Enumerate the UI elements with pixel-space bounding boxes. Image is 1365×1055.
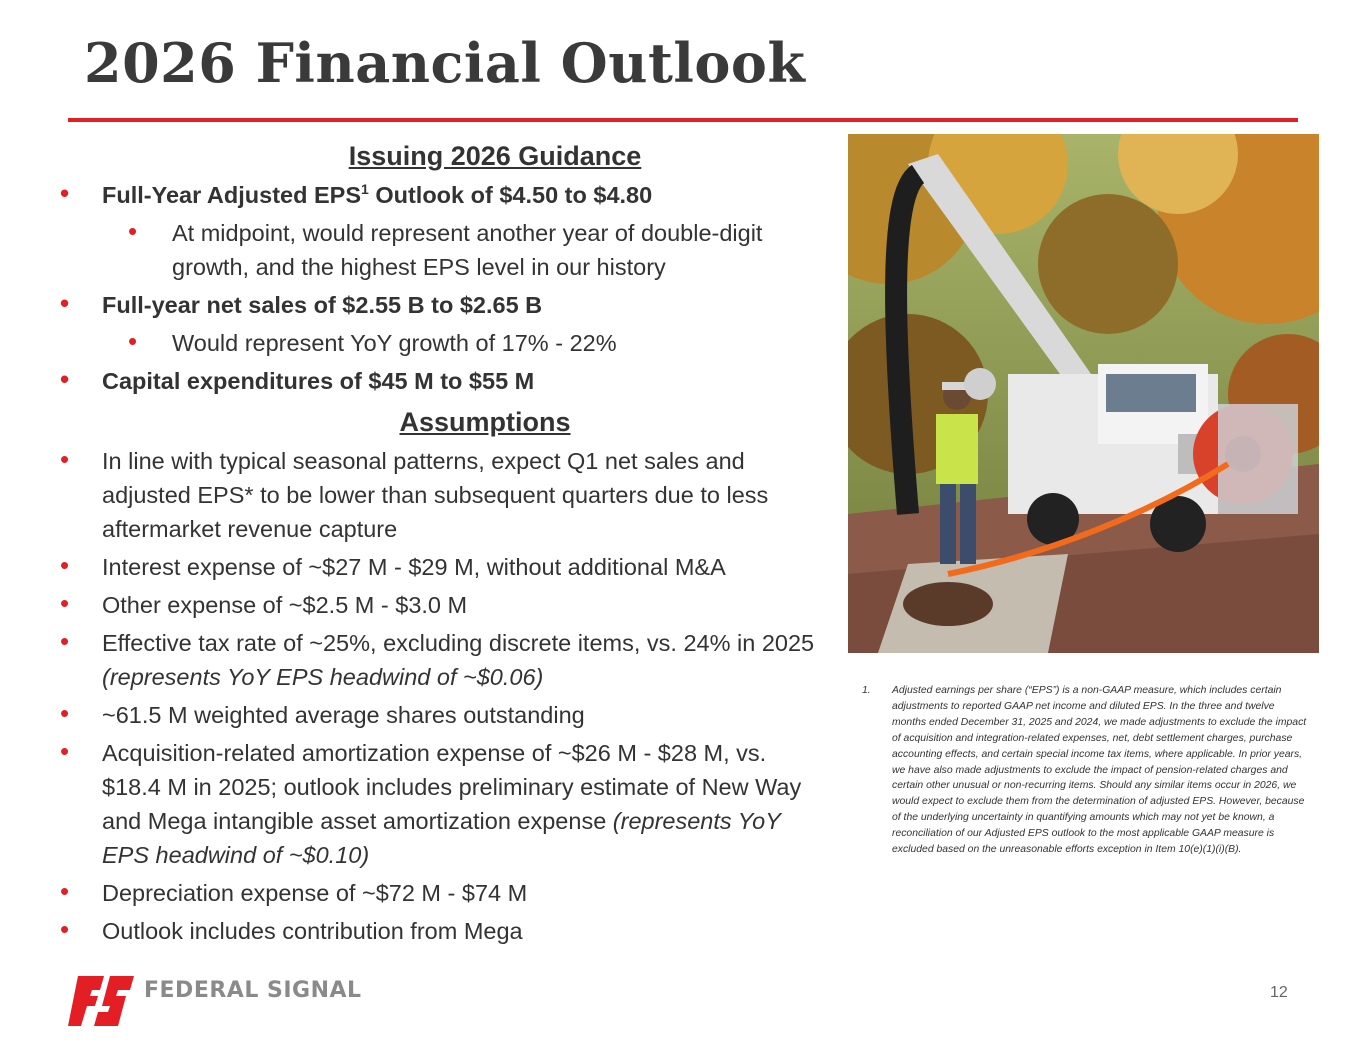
bullet-icon: • [60, 288, 70, 318]
footnote-text: Adjusted earnings per share (“EPS”) is a non-GAAP measure, which includes certain adjustments to reported GAAP net income and diluted EPS. In the three and twelve months ended December 31, 2025 and 2024, we made adjustments to exclude the impact of acquisition and integration-related expenses, net, debt settlement charges, purchase accounting effects, and certain special income tax items, where applicable. In prior years, we have also made adjustments to exclude the impact of pension-related charges and certain other unusual or non-recurring items. Should any similar items occur in 2026, we would expect to exclude them from the determination of adjusted EPS. However, because of the underlying uncertainty in quantifying amounts which may not yet be known, a reconciliation of our Adjusted EPS outlook to the most applicable GAAP measure is excluded based on the unreasonable efforts exception in Item 10(e)(1)(i)(B). [892, 685, 1307, 856]
bullet-icon: • [60, 736, 70, 766]
bullet-icon: • [60, 698, 70, 728]
bullet-icon: • [60, 550, 70, 580]
item-text: In line with typical seasonal patterns, expect Q1 net sales and adjusted EPS* to be lower than subsequent quarters due to less aftermarket revenue capture [102, 448, 769, 542]
list-item [60, 364, 830, 398]
bullet-icon: • [60, 364, 70, 394]
item-text: Depreciation expense of ~$72 M - $74 M [102, 880, 528, 906]
item-note: (represents YoY EPS headwind of ~$0.10) [102, 808, 781, 868]
bullet-icon: • [128, 326, 138, 356]
bullet-icon: • [60, 588, 70, 618]
list-item [60, 626, 830, 694]
guidance-list [60, 178, 830, 398]
list-item [60, 288, 830, 322]
list-item [60, 216, 830, 284]
bullet-icon: • [60, 876, 70, 906]
list-item [60, 588, 830, 622]
vacuum-truck-photo [848, 134, 1319, 653]
list-item [60, 736, 830, 872]
guidance-heading: Issuing 2026 Guidance [348, 141, 642, 171]
item-text: ~61.5 M weighted average shares outstanding [102, 702, 585, 728]
assumptions-heading: Assumptions [399, 407, 571, 437]
bullet-icon: • [60, 178, 70, 208]
bullet-icon: • [60, 914, 70, 944]
main-content [60, 132, 830, 952]
item-text: Full-Year Adjusted EPS [102, 182, 361, 208]
list-item [60, 698, 830, 732]
item-text: Acquisition-related amortization expense of ~$26 M - $28 M, vs. $18.4 M in 2025; outlook includes preliminary estimate of New Way and Mega intangible asset amortization expense [102, 740, 802, 834]
logo-text: FEDERAL SIGNAL [144, 978, 362, 1003]
item-text: Interest expense of ~$27 M - $29 M, without additional M&A [102, 554, 726, 580]
bullet-icon: • [60, 444, 70, 474]
item-text: At midpoint, would represent another year of double-digit growth, and the highest EPS level in our history [172, 220, 763, 280]
item-text: Other expense of ~$2.5 M - $3.0 M [102, 592, 468, 618]
footnote [862, 683, 1310, 858]
title-divider [68, 118, 1298, 122]
list-item [60, 178, 830, 212]
item-text: Outlook includes contribution from Mega [102, 918, 523, 944]
item-text: Effective tax rate of ~25%, excluding discrete items, vs. 24% in 2025 [102, 630, 815, 656]
bullet-icon: • [60, 626, 70, 656]
list-item [60, 914, 830, 948]
item-text-after: Outlook of $4.50 to $4.80 [368, 182, 653, 208]
list-item [60, 550, 830, 584]
bullet-icon: • [128, 216, 138, 246]
assumptions-list [60, 444, 830, 948]
footnote-number: 1. [862, 685, 871, 696]
footnote-ref: 1 [361, 181, 369, 198]
list-item [60, 876, 830, 910]
page-number: 12 [1270, 984, 1288, 1001]
item-text: Would represent YoY growth of 17% - 22% [172, 330, 617, 356]
list-item [60, 444, 830, 546]
item-text: Capital expenditures of $45 M to $55 M [102, 368, 535, 394]
list-item [60, 326, 830, 360]
page-title: 2026 Financial Outlook [84, 31, 806, 95]
item-note: (represents YoY EPS headwind of ~$0.06) [102, 664, 544, 690]
item-text: Full-year net sales of $2.55 B to $2.65 B [102, 292, 543, 318]
